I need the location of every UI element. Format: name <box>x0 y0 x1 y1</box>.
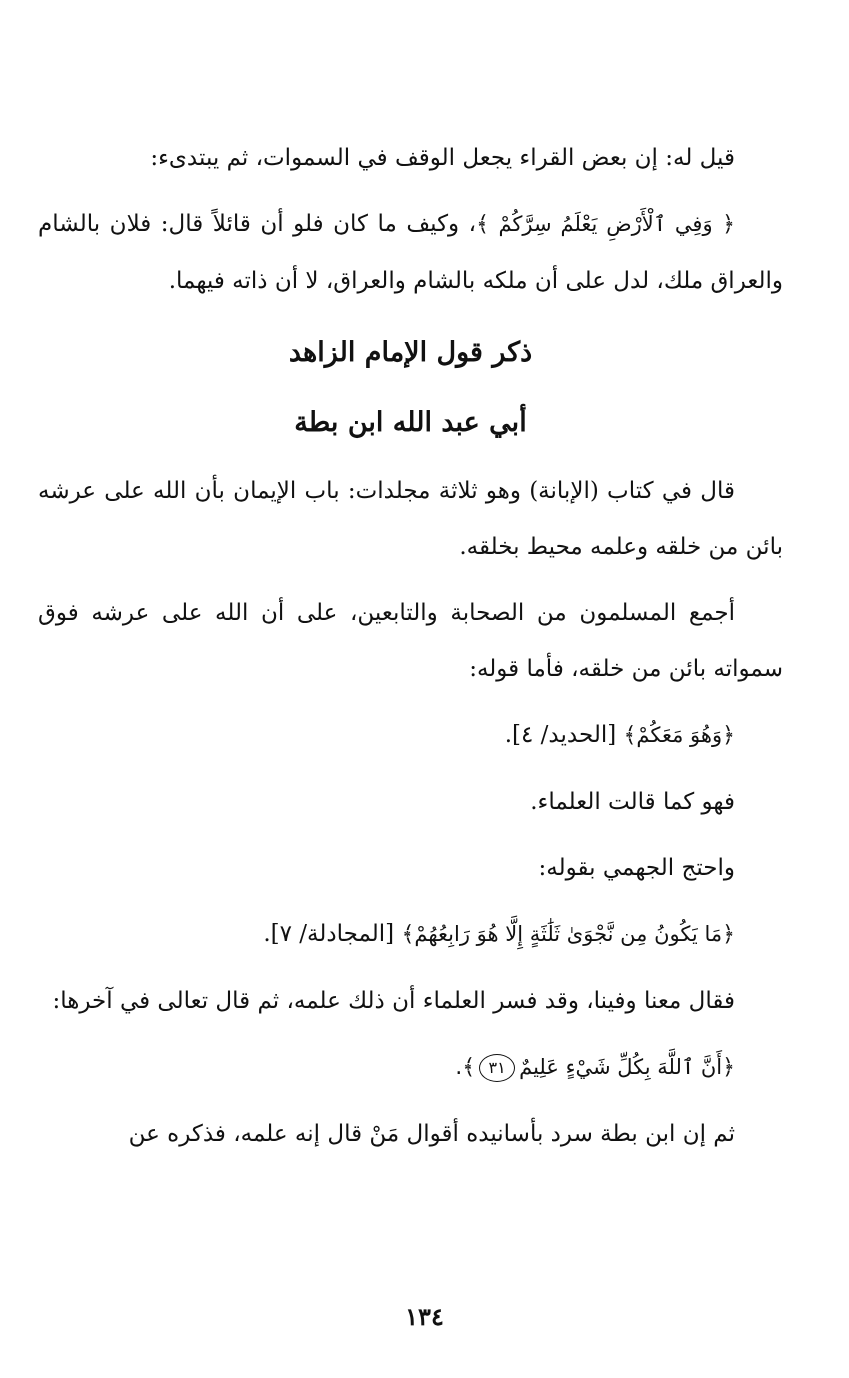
quran-bracket-open: ﴿ <box>722 1055 735 1080</box>
quran-quote-1 <box>38 707 783 764</box>
quran-bracket-open: ﴿ <box>722 922 735 947</box>
paragraph-1: قيل له: إن بعض القراء يجعل الوقف في السموات، ثم يبتدىء: <box>150 145 735 171</box>
section-heading-line-2: أبي عبد الله ابن بطة <box>294 407 527 438</box>
quran-verse: وَفِي ٱلْأَرْضِ يَعْلَمُ سِرَّكُمْ <box>498 212 713 236</box>
page-number: ١٣٤ <box>405 1302 444 1331</box>
paragraph-4: أجمع المسلمون من الصحابة والتابعين، على أن الله على عرشه فوق سمواته بائن من خلقه، فأما قوله: <box>38 600 783 682</box>
paragraph-2-text: ، وكيف ما كان فلو أن قائلاً قال: فلان بالشام والعراق ملك، لدل على أن ملكه بالشام والعراق، لا أن ذاته فيهما. <box>38 211 783 294</box>
quran-bracket-open: ﴿ <box>722 723 735 748</box>
verse-reference: [المجادلة/ ٧]. <box>263 921 395 947</box>
quran-quote-2 <box>38 906 783 963</box>
body-text <box>38 130 783 1172</box>
quran-bracket-close: ﴾ <box>476 212 489 237</box>
quran-verse: أَنَّ ٱللَّهَ بِكُلِّ شَيْءٍ عَلِيمٌ <box>519 1055 723 1079</box>
verse-reference: [الحديد/ ٤]. <box>504 722 617 748</box>
quran-verse: وَهُوَ مَعَكُمْ <box>636 723 723 747</box>
paragraph-3: قال في كتاب (الإبانة) وهو ثلاثة مجلدات: باب الإيمان بأن الله على عرشه بائن من خلقه وعلمه محيط بخلقه. <box>38 478 783 560</box>
paragraph-7: فقال معنا وفينا، وقد فسر العلماء أن ذلك علمه، ثم قال تعالى في آخرها: <box>52 988 735 1014</box>
paragraph-8: ثم إن ابن بطة سرد بأسانيده أقوال مَنْ قال إنه علمه، فذكره عن <box>128 1121 735 1147</box>
section-heading-line-1: ذكر قول الإمام الزاهد <box>288 337 533 368</box>
quran-bracket-close: ﴾ <box>401 922 415 947</box>
quran-bracket-open: ﴿ <box>722 212 735 237</box>
quran-bracket-close: ﴾. <box>455 1055 476 1080</box>
paragraph-2 <box>38 196 783 309</box>
quran-bracket-close: ﴾ <box>623 723 637 748</box>
quran-quote-3 <box>38 1039 783 1096</box>
paragraph-5: فهو كما قالت العلماء. <box>530 789 735 815</box>
paragraph-6: واحتج الجهمي بقوله: <box>538 855 735 881</box>
verse-number-icon: ٣١ <box>479 1054 515 1082</box>
quran-verse: مَا يَكُونُ مِن نَّجْوَىٰ ثَلَٰثَةٍ إِلَّا هُوَ رَابِعُهُمْ <box>414 922 723 946</box>
